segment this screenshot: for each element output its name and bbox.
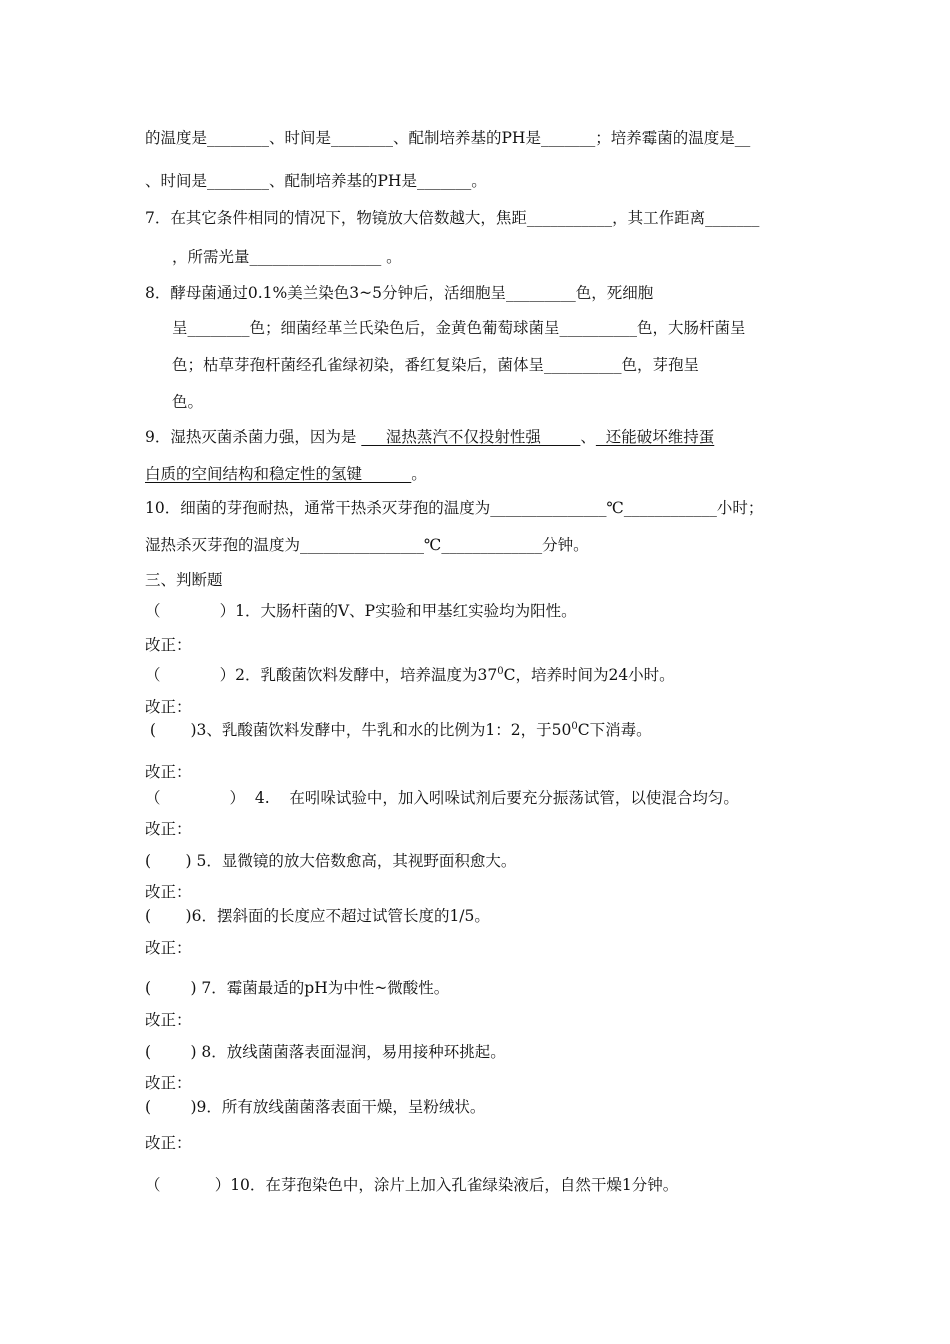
question-10-line-2: 湿热杀灭芽孢的温度为________________℃_____________分钟。 <box>145 536 589 554</box>
tf-question-4: （ ） 4. 在吲哚试验中，加入吲哚试剂后要充分振荡试管，以使混合均匀。 <box>145 789 739 807</box>
tf-question-3-text-b: C下消毒。 <box>577 721 652 739</box>
tf-correction-8: 改正： <box>145 1074 192 1092</box>
tf-correction-3: 改正： <box>145 763 192 781</box>
tf-question-9: ( )9．所有放线菌菌落表面干燥，呈粉绒状。 <box>145 1098 486 1116</box>
question-9-answer-1: 湿热蒸汽不仅投射性强 <box>361 428 581 446</box>
tf-correction-4: 改正： <box>145 820 192 838</box>
question-8-line-1: 8．酵母菌通过0.1%美兰染色3~5分钟后，活细胞呈_________色，死细胞 <box>145 284 654 302</box>
tf-question-8: ( ) 8．放线菌菌落表面湿润，易用接种环挑起。 <box>145 1043 506 1061</box>
line-fill-blank-temperature-b: 、时间是________、配制培养基的PH是_______。 <box>145 172 487 190</box>
question-7-line-2: ，所需光量_________________ 。 <box>172 248 402 266</box>
question-9-line-1 <box>145 427 714 447</box>
degree-superscript: 0 <box>497 665 504 677</box>
tf-question-7: ( ) 7．霉菌最适的pH为中性~微酸性。 <box>145 979 450 997</box>
question-7-line-1: 7．在其它条件相同的情况下，物镜放大倍数越大，焦距___________，其工作距离_______ <box>145 209 760 227</box>
question-10-line-1: 10．细菌的芽孢耐热，通常干热杀灭芽孢的温度为_______________℃____________小时； <box>145 499 764 517</box>
tf-correction-1: 改正： <box>145 636 192 654</box>
degree-superscript: 0 <box>571 720 578 732</box>
question-9-end: 。 <box>411 465 427 483</box>
tf-correction-6: 改正： <box>145 939 192 957</box>
tf-question-10: （ ）10．在芽孢染色中，涂片上加入孔雀绿染液后，自然干燥1分钟。 <box>145 1176 679 1194</box>
tf-question-5: ( ) 5．显微镜的放大倍数愈高，其视野面积愈大。 <box>145 852 517 870</box>
question-9-prefix: 9．湿热灭菌杀菌力强，因为是 <box>145 428 362 446</box>
tf-correction-7: 改正： <box>145 1011 192 1029</box>
tf-correction-5: 改正： <box>145 883 192 901</box>
tf-question-2-text-a: （ ）2．乳酸菌饮料发酵中，培养温度为37 <box>145 666 498 684</box>
tf-question-6: ( )6．摆斜面的长度应不超过试管长度的1/5。 <box>145 907 490 925</box>
question-8-line-2: 呈________色；细菌经革兰氏染色后，金黄色葡萄球菌呈__________色，大肠杆菌呈 <box>172 319 746 337</box>
tf-correction-2: 改正： <box>145 698 192 716</box>
tf-question-1: （ ）1．大肠杆菌的V、P实验和甲基红实验均为阳性。 <box>145 602 577 620</box>
question-9-line-2 <box>145 464 427 484</box>
question-9-answer-2-start: 还能破坏维持蛋 <box>595 428 715 446</box>
question-8-line-3: 色；枯草芽孢杆菌经孔雀绿初染，番红复染后，菌体呈__________色，芽孢呈 <box>172 356 700 374</box>
tf-question-3 <box>145 720 652 740</box>
tf-question-2-text-b: C，培养时间为24小时。 <box>503 666 675 684</box>
question-9-answer-2-end: 白质的空间结构和稳定性的氢键 <box>145 465 412 483</box>
tf-correction-9: 改正： <box>145 1134 192 1152</box>
tf-question-2 <box>145 665 675 685</box>
tf-question-3-text-a: ( )3、乳酸菌饮料发酵中，牛乳和水的比例为1：2，于50 <box>145 721 572 739</box>
line-fill-blank-temperature-a: 的温度是________、时间是________、配制培养基的PH是_______；培养霉菌的温度是__ <box>145 129 751 147</box>
question-9-separator: 、 <box>580 428 596 446</box>
section-heading-true-false: 三、判断题 <box>145 571 223 589</box>
question-8-line-4: 色。 <box>172 393 204 411</box>
